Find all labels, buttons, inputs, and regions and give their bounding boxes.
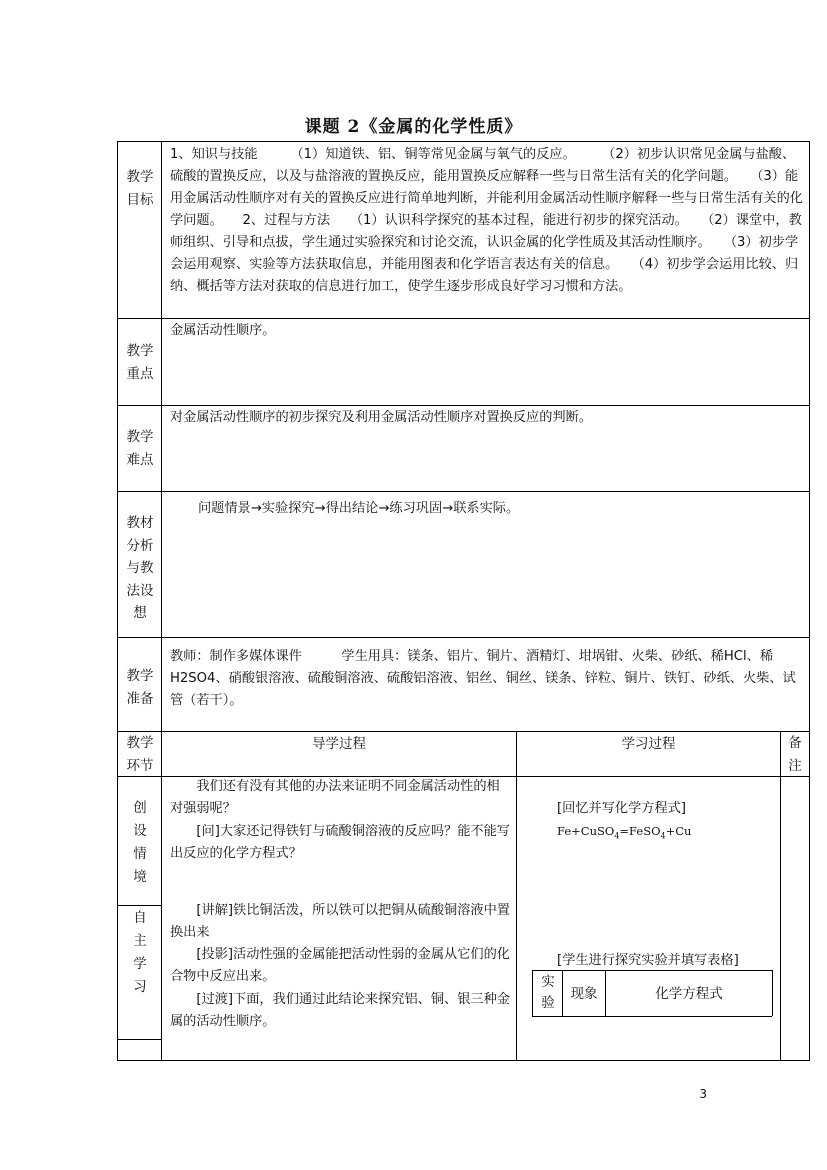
stage-create-context: 创设情境 (133, 800, 147, 885)
page-title: 课题 2《金属的化学性质》 (304, 117, 523, 137)
recall-instruction: [回忆并写化学方程式] (557, 801, 686, 816)
guide-paragraph: [问]大家还记得铁钉与硫酸铜溶液的反应吗？能不能写出反应的化学方程式？ (170, 824, 510, 861)
row-divider (117, 491, 810, 492)
analysis-content: 问题情景→实验探究→得出结论→练习巩固→联系实际。 (198, 501, 520, 516)
inner-header-equation: 化学方程式 (655, 986, 723, 1002)
col-divider (161, 141, 162, 1061)
inner-table-border (532, 970, 772, 971)
chemical-equation: Fe+CuSO$_4$=FeSO$_4$+Cu (557, 824, 692, 841)
preparation-content: 教师：制作多媒体课件 学生用具：镁条、铝片、铜片、酒精灯、坩埚钳、火柴、砂纸、稀HCl、稀H2SO4、硝酸银溶液、硫酸铜溶液、硫酸铝溶液、铝丝、铜丝、镁条、锌粒、铜片、铁钉、砂纸、火柴、试管（若干）。 (170, 649, 796, 708)
preparation-label: 教学准备 (126, 668, 154, 707)
goals-content: 1、知识与技能 （1）知道铁、铝、铜等常见金属与氧气的反应。 （2）初步认识常见金属与盐酸、硫酸的置换反应，以及与盐溶液的置换反应，能用置换反应解释一些与日常生活有关的化学问题。 （3）能用金属活动性顺序对有关的置换反应进行简单地判断，并能利用金属活动性顺序解释一些与日常生活有关的化学问题。 2、过程与方法 （1）认识科学探究的基本过程，能进行初步的探究活动。 （2）课堂中，教师组织、引导和点拔，学生通过实验探究和讨论交流，认识金属的化学性质及其活动性顺序。 （3）初步学会运用观察、实验等方法获取信息，并能用图表和化学语言表达有关的信息。 （4）初步学会运用比较、归纳、概括等方法对获取的信息进行加工，使学生逐步形成良好学习习惯和方法。 (170, 147, 803, 294)
row-divider (117, 318, 810, 319)
inner-header-experiment: 实验 (541, 974, 555, 1011)
inner-table-border (532, 970, 533, 1016)
table-border (117, 141, 810, 142)
note-header: 备注 (788, 735, 802, 774)
row-divider (117, 731, 810, 732)
inner-table-border (772, 970, 773, 1016)
guide-paragraph: [过渡]下面，我们通过此结论来探究铝、铜、银三种金属的活动性顺序。 (170, 992, 510, 1029)
inner-header-phenomenon: 现象 (570, 986, 598, 1002)
key-points-label: 教学重点 (126, 343, 154, 382)
guide-paragraph: [投影]活动性强的金属能把活动性弱的金属从它们的化合物中反应出来。 (170, 947, 510, 984)
difficulties-content: 对金属活动性顺序的初步探究及利用金属活动性顺序对置换反应的判断。 (170, 410, 592, 425)
row-divider (117, 637, 810, 638)
analysis-label: 教材分析与教法设想 (126, 515, 154, 621)
table-border (809, 141, 810, 1061)
table-border (117, 1060, 810, 1061)
goals-label: 教学目标 (126, 169, 154, 208)
col-divider (780, 731, 781, 1061)
stage-divider (117, 905, 161, 906)
col-divider (516, 731, 517, 1061)
stage-header: 教学环节 (126, 735, 154, 774)
difficulties-label: 教学难点 (126, 429, 154, 468)
inner-table-border (532, 1016, 772, 1017)
page-number: 3 (699, 1087, 707, 1101)
key-points-content: 金属活动性顺序。 (170, 323, 276, 338)
stage-divider (117, 1039, 161, 1040)
table-caption: [学生进行探究实验并填写表格] (557, 953, 739, 968)
stage-self-study: 自主学习 (133, 910, 147, 995)
learn-header: 学习过程 (621, 736, 676, 752)
guide-header: 导学过程 (312, 736, 366, 752)
guide-paragraph: 我们还有没有其他的办法来证明不同金属活动性的相对强弱呢？ (170, 779, 500, 816)
guide-paragraph: [讲解]铁比铜活泼，所以铁可以把铜从硫酸铜溶液中置换出来 (170, 903, 510, 940)
table-border (117, 141, 118, 1061)
row-divider (117, 405, 810, 406)
